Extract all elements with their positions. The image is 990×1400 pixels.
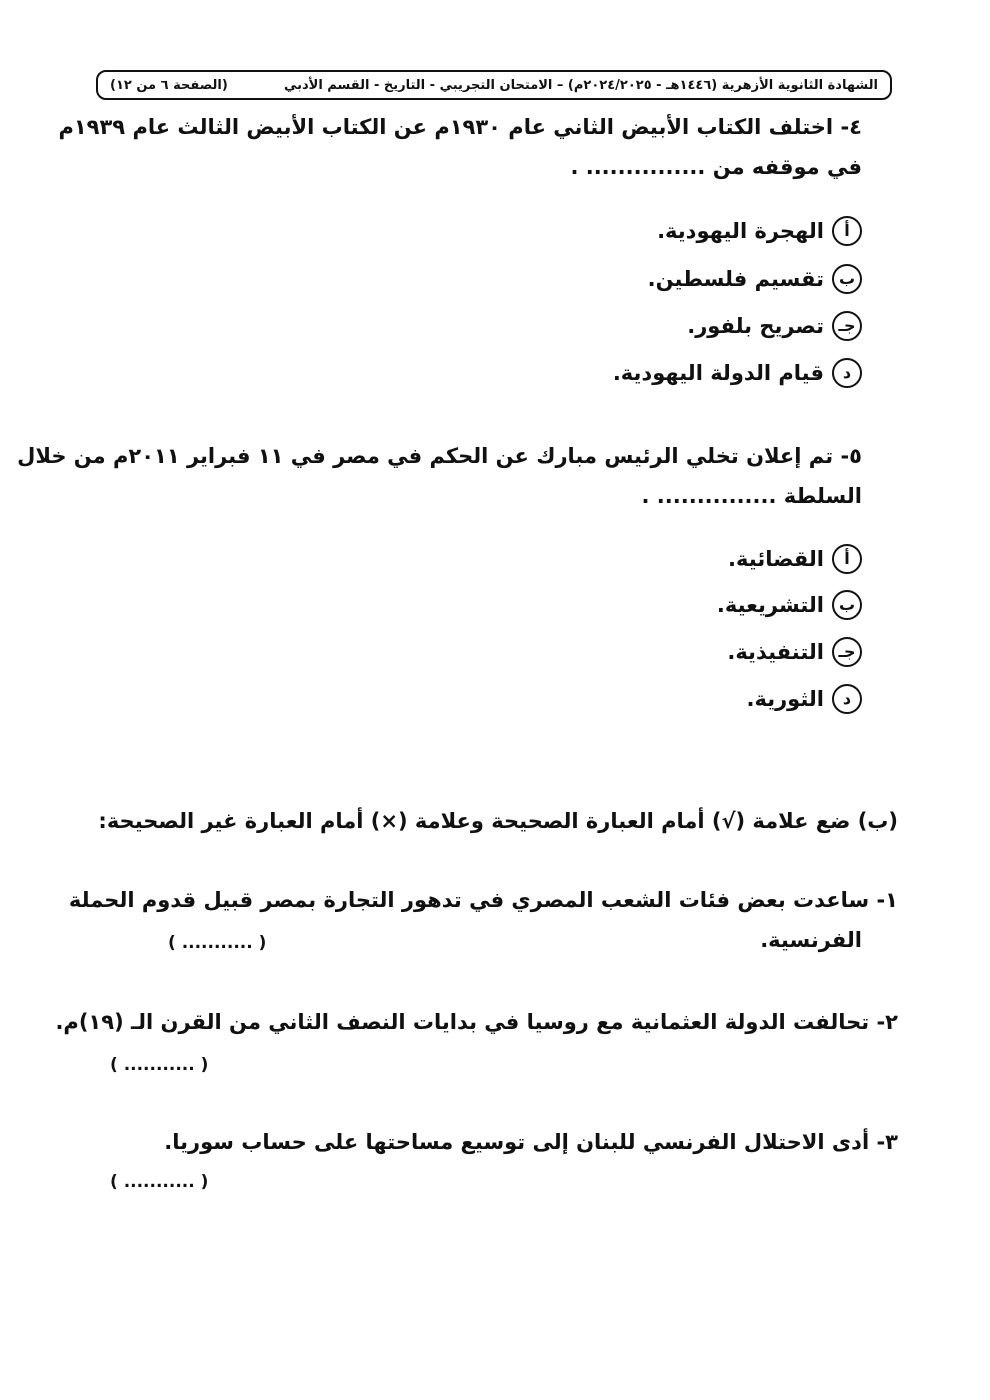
tf-item-1-line1: ١- ساعدت بعض فئات الشعب المصري في تدهور التجارة بمصر قبيل قدوم الحملة bbox=[68, 888, 898, 912]
q5-option-c[interactable] bbox=[727, 637, 862, 667]
option-text: تصريح بلفور. bbox=[687, 314, 824, 338]
q5-option-a[interactable] bbox=[728, 544, 862, 574]
option-letter-circle: ب bbox=[832, 590, 862, 620]
part-b-instruction: (ب) ضع علامة (√) أمام العبارة الصحيحة وعلامة (×) أمام العبارة غير الصحيحة: bbox=[98, 809, 898, 833]
tf-item-3-line1: ٣- أدى الاحتلال الفرنسي للبنان إلى توسيع مساحتها على حساب سوريا. bbox=[164, 1130, 898, 1154]
header-title: الشهادة الثانوية الأزهرية (١٤٤٦هـ - ٢٠٢٤/٢٠٢٥م) – الامتحان التجريبي - التاريخ - القسم الأدبي bbox=[283, 77, 878, 93]
option-letter-circle: أ bbox=[832, 216, 862, 246]
option-text: تقسيم فلسطين. bbox=[647, 267, 824, 291]
option-text: التشريعية. bbox=[716, 593, 824, 617]
option-letter-circle: جـ bbox=[832, 311, 862, 341]
q4-option-b[interactable] bbox=[648, 264, 862, 294]
q4-option-a[interactable] bbox=[657, 216, 862, 246]
option-text: الهجرة اليهودية. bbox=[657, 219, 824, 243]
tf-item-3-answer-blank[interactable]: ( ........... ) bbox=[110, 1172, 209, 1192]
q4-option-c[interactable] bbox=[687, 311, 862, 341]
tf-item-1-line2: الفرنسية. bbox=[760, 928, 862, 952]
page-header bbox=[96, 70, 892, 100]
q5-text-line2: السلطة ............... . bbox=[641, 484, 862, 508]
tf-item-1-answer-blank[interactable]: ( ........... ) bbox=[168, 933, 267, 953]
q4-option-d[interactable] bbox=[613, 358, 862, 388]
q5-text-line1: ٥- تم إعلان تخلي الرئيس مبارك عن الحكم في مصر في ١١ فبراير ٢٠١١م من خلال bbox=[17, 444, 862, 468]
option-text: القضائية. bbox=[728, 547, 824, 571]
option-text: الثورية. bbox=[746, 687, 824, 711]
tf-item-2-answer-blank[interactable]: ( ........... ) bbox=[110, 1055, 209, 1075]
page-number: (الصفحة ٦ من ١٢) bbox=[110, 77, 228, 93]
option-text: قيام الدولة اليهودية. bbox=[612, 361, 824, 385]
tf-item-2-line1: ٢- تحالفت الدولة العثمانية مع روسيا في بدايات النصف الثاني من القرن الـ (١٩)م. bbox=[55, 1010, 898, 1034]
option-letter-circle: ب bbox=[832, 264, 862, 294]
option-text: التنفيذية. bbox=[727, 640, 824, 664]
q4-text-line2: في موقفه من ............... . bbox=[570, 155, 862, 179]
option-letter-circle: د bbox=[832, 684, 862, 714]
option-letter-circle: د bbox=[832, 358, 862, 388]
q5-option-b[interactable] bbox=[717, 590, 862, 620]
q5-option-d[interactable] bbox=[746, 684, 862, 714]
option-letter-circle: أ bbox=[832, 544, 862, 574]
q4-text-line1: ٤- اختلف الكتاب الأبيض الثاني عام ١٩٣٠م عن الكتاب الأبيض الثالث عام ١٩٣٩م bbox=[58, 115, 862, 139]
option-letter-circle: جـ bbox=[832, 637, 862, 667]
